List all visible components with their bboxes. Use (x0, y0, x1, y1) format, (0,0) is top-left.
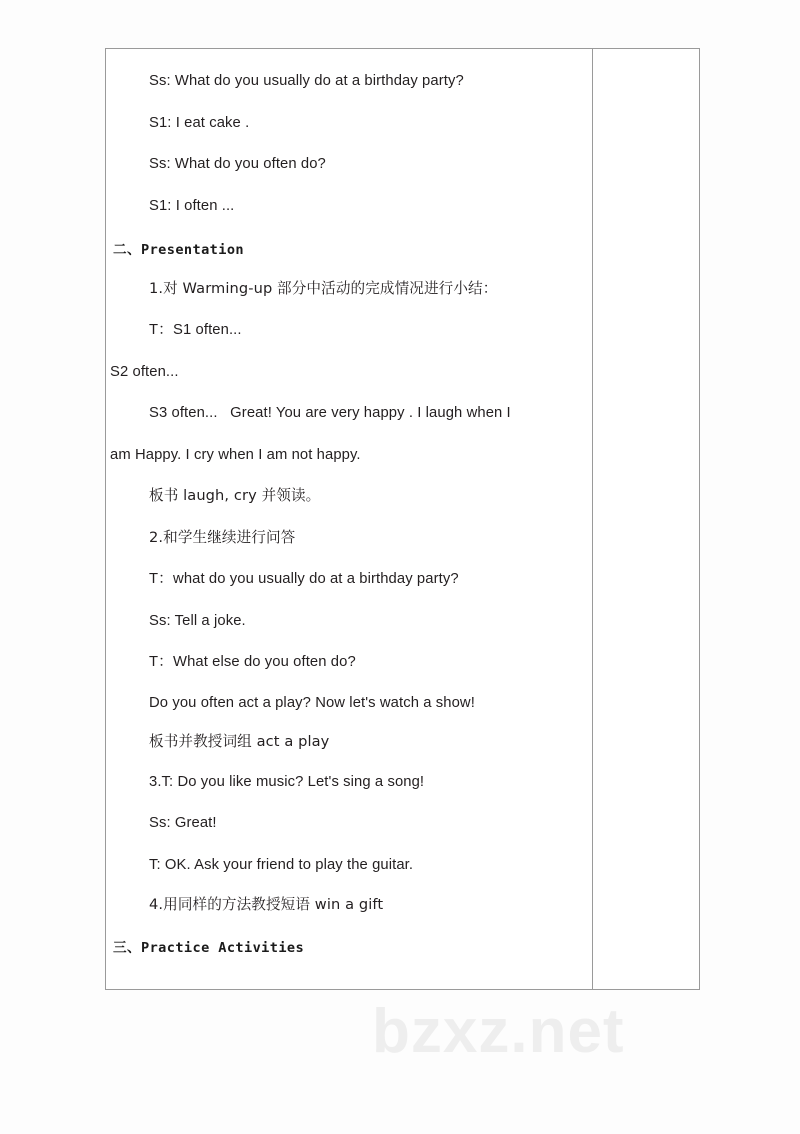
dialog-line: Ss: What do you often do? (149, 156, 326, 173)
instruction-line: 板书并教授词组 act a play (149, 732, 330, 750)
instruction-line: 4.用同样的方法教授短语 win a gift (149, 896, 384, 914)
dialog-line: Do you often act a play? Now let's watch a show! (149, 694, 475, 711)
dialog-line: T: OK. Ask your friend to play the guitar. (149, 856, 414, 873)
section-heading-practice: 三、Practice Activities (113, 939, 305, 956)
notes-column (593, 49, 699, 989)
watermark: bzxz.net (372, 997, 625, 1066)
dialog-line: S1: I eat cake . (149, 114, 250, 131)
lesson-content-lines (106, 49, 592, 967)
dialog-line: Ss: Great! (149, 815, 217, 832)
dialog-line: T：S1 often... (149, 322, 242, 339)
dialog-line: S2 often... (110, 363, 179, 380)
dialog-line: T：what do you usually do at a birthday party? (149, 571, 459, 588)
section-heading-presentation: 二、Presentation (113, 241, 244, 258)
dialog-line: S1: I often ... (149, 197, 235, 214)
lesson-content-column (106, 49, 593, 989)
instruction-line: 板书 laugh, cry 并领读。 (149, 487, 321, 505)
instruction-line: 1.对 Warming-up 部分中活动的完成情况进行小结： (149, 279, 498, 297)
dialog-line: Ss: Tell a joke. (149, 612, 246, 629)
dialog-line: S3 often... Great! You are very happy . I laugh when I (149, 405, 511, 422)
dialog-line: T：What else do you often do? (149, 654, 356, 671)
dialog-line: am Happy. I cry when I am not happy. (110, 446, 361, 463)
dialog-line: 3.T: Do you like music? Let's sing a song! (149, 773, 425, 790)
instruction-line: 2.和学生继续进行问答 (149, 528, 296, 546)
dialog-line: Ss: What do you usually do at a birthday party? (149, 73, 464, 90)
lesson-plan-table (105, 48, 700, 990)
